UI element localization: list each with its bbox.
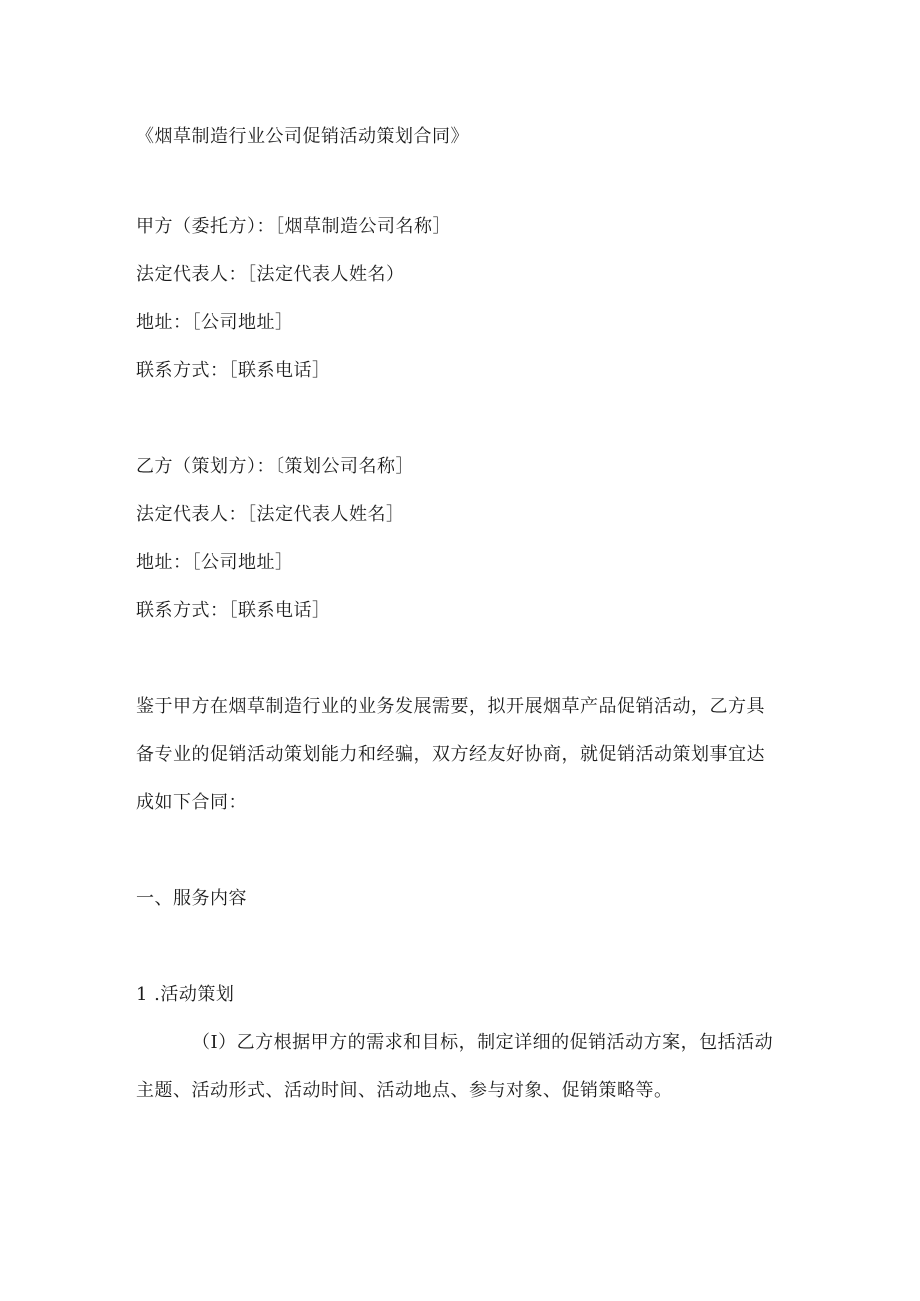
paragraph-line-2: 主题、活动形式、活动时间、活动地点、参与对象、促销策略等。: [136, 1080, 673, 1101]
party-a-address: 地址：［公司地址］: [136, 312, 294, 333]
paragraph-line-1: （I）乙方根据甲方的需求和目标，制定详细的促销活动方案，包括活动: [192, 1032, 774, 1053]
document-title: 《烟草制造行业公司促销活动策划合同》: [136, 126, 469, 147]
party-b-label: 乙方（策划方）：〔策划公司名称］: [136, 456, 414, 477]
party-a-representative: 法定代表人：［法定代表人姓名）: [136, 264, 405, 285]
preamble-line-1: 鉴于甲方在烟草制造行业的业务发展需要，拟开展烟草产品促销活动，乙方具: [136, 696, 765, 717]
party-b-address: 地址：［公司地址］: [136, 552, 294, 573]
subsection-heading: 1 .活动策划: [136, 984, 235, 1005]
party-b-representative: 法定代表人：［法定代表人姓名］: [136, 504, 405, 525]
party-a-label: 甲方（委托方）：［烟草制造公司名称］: [136, 216, 451, 237]
party-a-contact: 联系方式：［联系电话］: [136, 360, 331, 381]
party-b-contact: 联系方式：［联系电话］: [136, 600, 331, 621]
preamble-line-2: 备专业的促销活动策划能力和经骗，双方经友好协商，就促销活动策划事宜达: [136, 744, 765, 765]
section-heading: 一、服务内容: [136, 888, 247, 909]
preamble-line-3: 成如下合同：: [136, 792, 247, 813]
